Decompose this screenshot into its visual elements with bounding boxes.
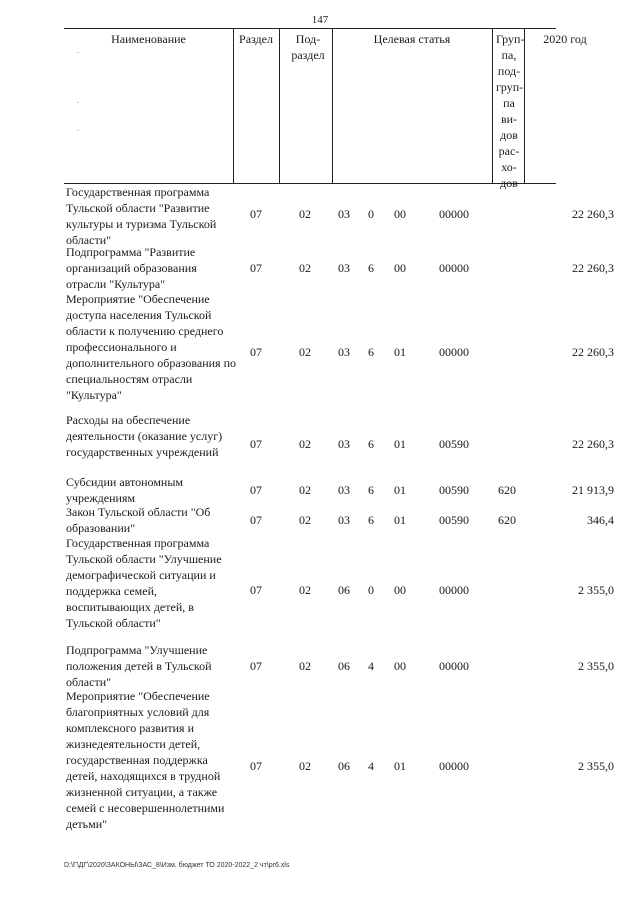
cell-podrazdel: 02 — [299, 261, 311, 275]
cell-target-event: 00 — [394, 659, 406, 673]
cell-expense-group: 620 — [498, 483, 516, 497]
cell-amount-2020: 22 260,3 — [572, 437, 614, 451]
header-expense-group: Груп-па, под-груп-па ви-дов рас-хо-дов — [496, 32, 525, 190]
cell-target-program: 06 — [338, 759, 350, 773]
header-target-article: Целевая статья — [373, 32, 451, 46]
cell-podrazdel: 02 — [299, 437, 311, 451]
cell-podrazdel: 02 — [299, 513, 311, 527]
cell-amount-2020: 2 355,0 — [578, 759, 614, 773]
cell-target-direction: 00000 — [439, 261, 469, 275]
cell-target-program: 06 — [338, 659, 350, 673]
cell-razdel: 07 — [250, 583, 262, 597]
cell-razdel: 07 — [250, 261, 262, 275]
cell-target-subprogram: 6 — [368, 345, 374, 359]
cell-name: Подпрограмма "Развитие организаций образования отрасли "Культура" — [66, 245, 197, 291]
cell-expense-group: 620 — [498, 513, 516, 527]
cell-target-subprogram: 0 — [368, 583, 374, 597]
cell-podrazdel: 02 — [299, 583, 311, 597]
cell-target-event: 00 — [394, 261, 406, 275]
cell-target-subprogram: 0 — [368, 207, 374, 221]
cell-name: Подпрограмма "Улучшение положения детей в Тульской области" — [66, 643, 212, 689]
cell-target-program: 03 — [338, 483, 350, 497]
cell-amount-2020: 21 913,9 — [572, 483, 614, 497]
page-number: 147 — [311, 14, 329, 26]
header-name: Наименование — [111, 32, 186, 46]
cell-target-program: 06 — [338, 583, 350, 597]
header-podrazdel: Под-раздел — [291, 32, 325, 62]
cell-name: Мероприятие "Обеспечение доступа населения Тульской области к получению среднего профессионального и дополнительного образования по специальностям отрасли "Культура" — [66, 292, 236, 402]
cell-podrazdel: 02 — [299, 759, 311, 773]
cell-target-program: 03 — [338, 345, 350, 359]
cell-name: Субсидии автономным учреждениям — [66, 475, 183, 505]
cell-name: Государственная программа Тульской области "Развитие культуры и туризма Тульской области" — [66, 185, 217, 247]
cell-razdel: 07 — [250, 437, 262, 451]
cell-amount-2020: 346,4 — [587, 513, 614, 527]
scan-mark: . — [77, 96, 79, 105]
cell-razdel: 07 — [250, 759, 262, 773]
header-year: 2020 год — [543, 32, 587, 46]
cell-target-event: 01 — [394, 513, 406, 527]
cell-target-subprogram: 4 — [368, 759, 374, 773]
cell-target-event: 01 — [394, 437, 406, 451]
cell-target-subprogram: 6 — [368, 261, 374, 275]
cell-name: Мероприятие "Обеспечение благоприятных условий для комплексного развития и жизнедеятельности детей, государственная поддержка детей, находящихся в трудной жизненной ситуации, а также семей с несовершеннолетними детьми" — [66, 689, 225, 831]
cell-target-program: 03 — [338, 261, 350, 275]
cell-target-subprogram: 6 — [368, 483, 374, 497]
cell-name: Закон Тульской области "Об образовании" — [66, 505, 211, 535]
cell-target-program: 03 — [338, 207, 350, 221]
cell-name: Расходы на обеспечение деятельности (оказание услуг) государственных учреждений — [66, 413, 223, 459]
cell-target-event: 01 — [394, 759, 406, 773]
cell-target-direction: 00000 — [439, 345, 469, 359]
scan-mark: . — [77, 46, 79, 55]
cell-razdel: 07 — [250, 513, 262, 527]
cell-target-subprogram: 6 — [368, 437, 374, 451]
cell-target-program: 03 — [338, 513, 350, 527]
cell-target-event: 01 — [394, 345, 406, 359]
cell-target-direction: 00000 — [439, 207, 469, 221]
cell-target-direction: 00590 — [439, 437, 469, 451]
cell-target-direction: 00590 — [439, 483, 469, 497]
cell-name: Государственная программа Тульской области "Улучшение демографической ситуации и поддержка семей, воспитывающих детей, в Тульской области" — [66, 536, 222, 630]
cell-razdel: 07 — [250, 345, 262, 359]
cell-target-subprogram: 6 — [368, 513, 374, 527]
header-razdel: Раздел — [239, 32, 273, 46]
cell-amount-2020: 2 355,0 — [578, 659, 614, 673]
cell-podrazdel: 02 — [299, 207, 311, 221]
cell-amount-2020: 22 260,3 — [572, 261, 614, 275]
scan-mark: . — [77, 124, 79, 133]
cell-target-event: 00 — [394, 583, 406, 597]
cell-target-event: 00 — [394, 207, 406, 221]
cell-target-direction: 00000 — [439, 759, 469, 773]
cell-podrazdel: 02 — [299, 345, 311, 359]
file-path-footer: D:\Г\ДГ\2020\ЗАКОНЫ\ЗАС_8\Изм. бюджет ТО 2020-2022_2 чт\pr6.xls — [64, 862, 290, 869]
cell-amount-2020: 22 260,3 — [572, 345, 614, 359]
cell-amount-2020: 22 260,3 — [572, 207, 614, 221]
cell-razdel: 07 — [250, 483, 262, 497]
cell-target-direction: 00590 — [439, 513, 469, 527]
cell-target-program: 03 — [338, 437, 350, 451]
cell-amount-2020: 2 355,0 — [578, 583, 614, 597]
cell-target-event: 01 — [394, 483, 406, 497]
cell-target-direction: 00000 — [439, 659, 469, 673]
cell-razdel: 07 — [250, 659, 262, 673]
cell-target-direction: 00000 — [439, 583, 469, 597]
cell-target-subprogram: 4 — [368, 659, 374, 673]
cell-razdel: 07 — [250, 207, 262, 221]
cell-podrazdel: 02 — [299, 659, 311, 673]
cell-podrazdel: 02 — [299, 483, 311, 497]
